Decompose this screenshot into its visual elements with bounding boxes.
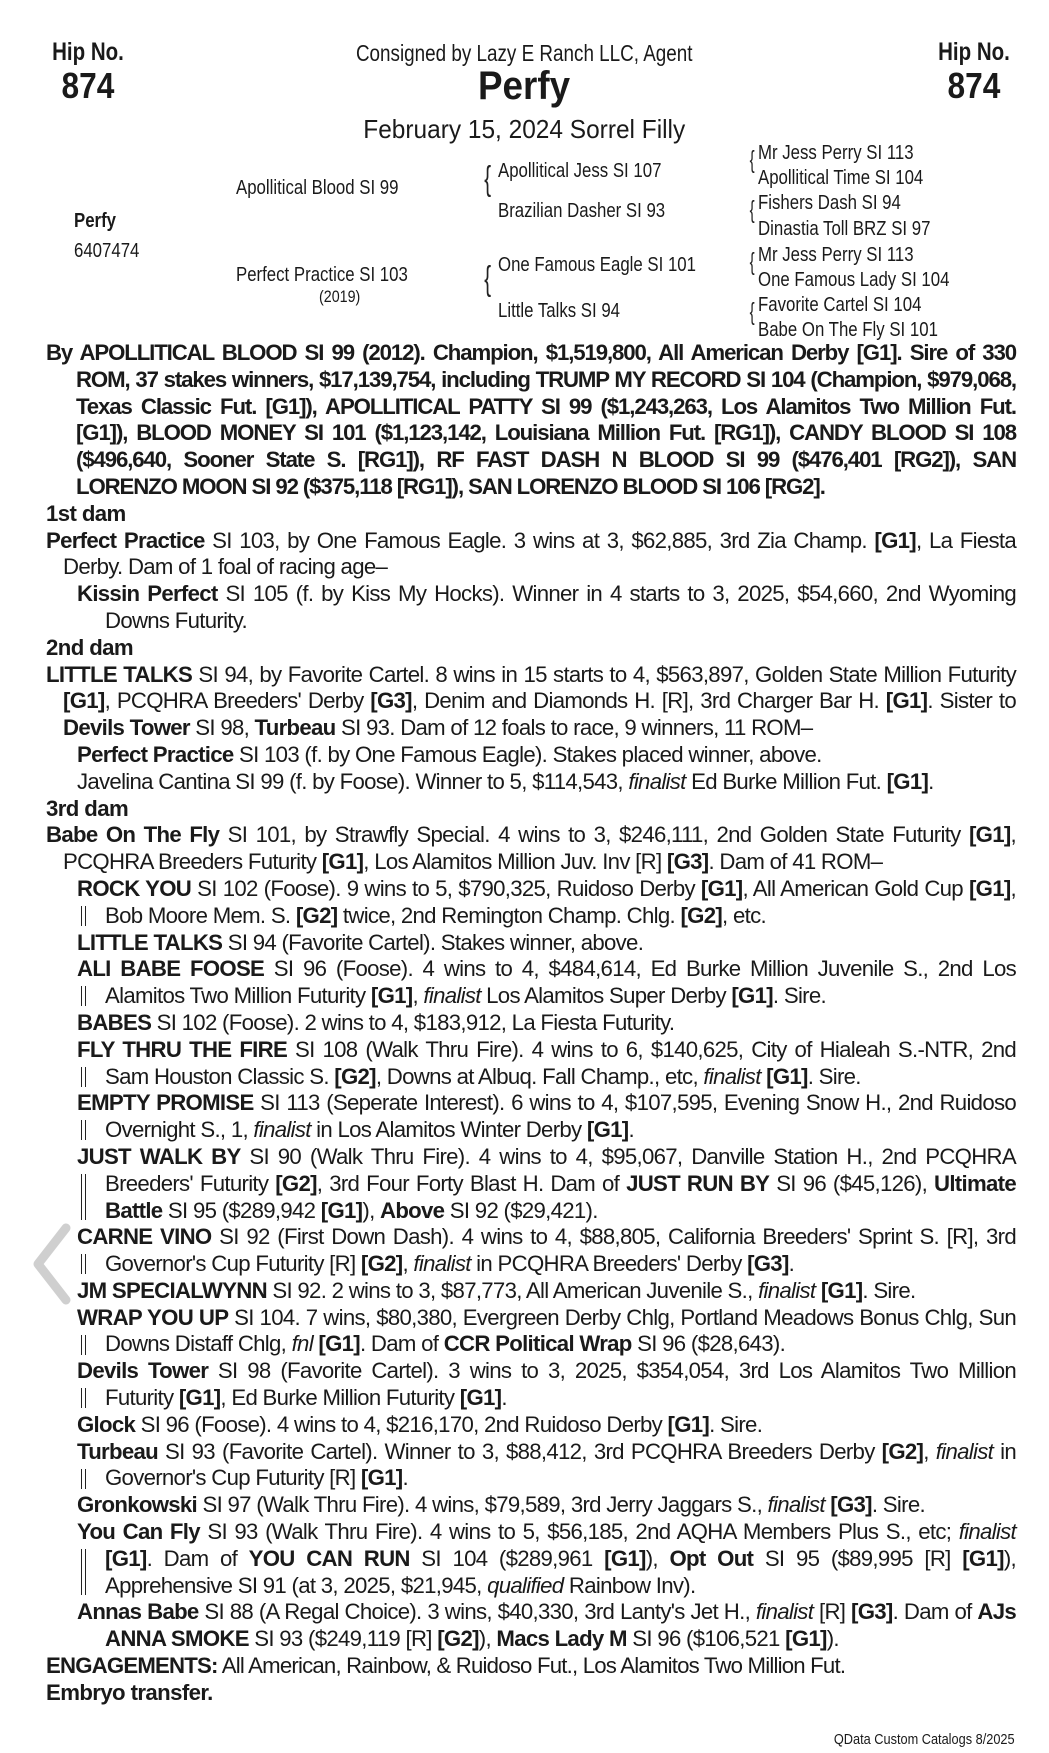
progeny-entry: Turbeau SI 93 (Favorite Cartel). Winner to 3, $88,412, 3rd PCQHRA Breeders Derby [G2], finalist in Governor's Cup Futurity [R] [G1].	[77, 1438, 1016, 1491]
notes: Embryo transfer.	[46, 1679, 213, 1705]
progeny-name: Glock	[77, 1411, 136, 1437]
engagements: ENGAGEMENTS: All American, Rainbow, & Ruidoso Fut., Los Alamitos Two Million Fut.	[46, 1653, 846, 1679]
brace: {	[484, 260, 492, 298]
sire-summary: By APOLLITICAL BLOOD SI 99 (2012). Champion, $1,519,800, All American Derby [G1]. Sire of 330 ROM, 37 stakes winners, $17,139,754, including TRUMP MY RECORD SI 104 (Champion, $979,068, Texas Classic Fut. [G1]), APOLLITICAL PATTY SI 99 ($1,243,263, Los Alamitos Two Million Fut. [G1]), BLOOD MONEY SI 101 ($1,123,142, Louisiana Million Fut. [RG1]), CANDY BLOOD SI 108 ($496,640, Sooner State S. [RG1]), RF FAST DASH N BLOOD SI 99 ($476,401 [RG2]), SAN LORENZO MOON SI 92 ($375,118 [RG1]), SAN LORENZO BLOOD SI 106 [RG2].	[46, 340, 1016, 499]
horse-name	[0, 64, 1049, 109]
progeny-name: FLY THRU THE FIRE	[77, 1036, 288, 1062]
continuation-bars	[81, 1469, 92, 1489]
chevron-left-icon[interactable]	[30, 1222, 74, 1306]
progeny-entry: You Can Fly SI 93 (Walk Thru Fire). 4 wins to 5, $56,185, 2nd AQHA Members Plus S., etc; finalist [G1]. Dam of YOU CAN RUN SI 104 ($289,961 [G1]), Opt Out SI 95 ($89,995 [R] [G1]), Apprehensive SI 91 (at 3, 2025, $21,945, qualified Rainbow Inv).	[77, 1519, 1016, 1598]
pedigree-subject: Perfy	[74, 210, 117, 232]
progeny-entry: Glock SI 96 (Foose). 4 wins to 4, $216,170, 2nd Ruidoso Derby [G1]. Sire.	[77, 1411, 763, 1437]
pedigree-g3: Dinastia Toll BRZ SI 97	[758, 218, 931, 240]
continuation-bars	[81, 986, 92, 1006]
progeny-entry: ALI BABE FOOSE SI 96 (Foose). 4 wins to 4, $484,614, Ed Burke Million Juvenile S., 2nd Los Alamitos Two Million Futurity [G1], finalist Los Alamitos Super Derby [G1]. Sire.	[77, 956, 1016, 1009]
pedigree-sire: Apollitical Blood SI 99	[236, 177, 399, 199]
progeny-name: BABES	[77, 1009, 152, 1035]
brace: {	[749, 196, 755, 224]
progeny-name: Annas Babe	[77, 1599, 199, 1625]
continuation-bars	[81, 1254, 92, 1274]
progeny-name: Gronkowski	[77, 1492, 197, 1518]
hip-label: Hip No.	[938, 38, 1010, 66]
consignor-text: Consigned by Lazy E Ranch LLC, Agent	[356, 40, 693, 66]
pedigree-dam-year: (2019)	[319, 287, 361, 306]
horse-name-text: Perfy	[478, 64, 571, 108]
pedigree-g3: One Famous Lady SI 104	[758, 269, 950, 291]
second-dam-foal: Javelina Cantina SI 99 (f. by Foose). Winner to 5, $114,543, finalist Ed Burke Million Fut. [G1].	[77, 768, 934, 794]
first-dam-name: Perfect Practice	[46, 527, 205, 553]
hip-number: 874	[61, 65, 115, 106]
progeny-entry: Gronkowski SI 97 (Walk Thru Fire). 4 wins, $79,589, 3rd Jerry Jaggars S., finalist [G3]. Sire.	[77, 1492, 925, 1518]
brace: {	[749, 248, 755, 276]
pedigree-sire-dam: Brazilian Dasher SI 93	[498, 200, 666, 222]
progeny-name: Devils Tower	[77, 1358, 209, 1384]
progeny-name: ALI BABE FOOSE	[77, 956, 265, 982]
pedigree-g3: Apollitical Time SI 104	[758, 167, 924, 189]
first-dam-foal: Kissin Perfect SI 105 (f. by Kiss My Hocks). Winner in 4 starts to 3, 2025, $54,660, 2nd Wyoming Downs Futurity.	[77, 581, 1016, 633]
continuation-bars	[81, 1549, 92, 1595]
progeny-name: WRAP YOU UP	[77, 1304, 229, 1330]
continuation-bars	[81, 1388, 92, 1408]
progeny-name: ROCK YOU	[77, 875, 192, 901]
third-dam-progeny-list	[46, 876, 1016, 1653]
registration-number: 6407474	[74, 240, 140, 262]
progeny-entry: Annas Babe SI 88 (A Regal Choice). 3 wins, $40,330, 3rd Lanty's Jet H., finalist [R] [G3]. Dam of AJs ANNA SMOKE SI 93 ($249,119 [R] [G2]), Macs Lady M SI 96 ($106,521 [G1]).	[77, 1599, 1016, 1652]
pedigree-dam-dam: Little Talks SI 94	[498, 300, 621, 322]
second-dam-heading: 2nd dam	[46, 634, 134, 660]
progeny-entry: WRAP YOU UP SI 104. 7 wins, $80,380, Evergreen Derby Chlg, Portland Meadows Bonus Chlg, Sun Downs Distaff Chlg, fnl [G1]. Dam of CCR Political Wrap SI 96 ($28,643).	[77, 1304, 1016, 1357]
hip-number: 874	[947, 65, 1001, 106]
catalog-body	[46, 340, 1016, 1707]
progeny-name: CARNE VINO	[77, 1224, 212, 1250]
progeny-entry: EMPTY PROMISE SI 113 (Seperate Interest). 6 wins to 4, $107,595, Evening Snow H., 2nd Ruidoso Overnight S., 1, finalist in Los Alamitos Winter Derby [G1].	[77, 1090, 1016, 1143]
first-dam-heading: 1st dam	[46, 500, 126, 526]
second-dam-paragraph: LITTLE TALKS SI 94, by Favorite Cartel. 8 wins in 15 starts to 4, $563,897, Golden State Million Futurity [G1], PCQHRA Breeders' Derby [G3], Denim and Diamonds H. [R], 3rd Charger Bar H. [G1]. Sister to Devils Tower SI 98, Turbeau SI 93. Dam of 12 foals to race, 9 winners, 11 ROM–	[46, 661, 1016, 741]
pedigree-dam: Perfect Practice SI 103	[236, 264, 408, 286]
progeny-name: You Can Fly	[77, 1519, 200, 1545]
pedigree-dam-sire: One Famous Eagle SI 101	[498, 254, 696, 276]
pedigree-g3: Fishers Dash SI 94	[758, 192, 901, 214]
second-dam-foal: Perfect Practice SI 103 (f. by One Famous Eagle). Stakes placed winner, above.	[77, 741, 822, 767]
footer-credit: QData Custom Catalogs 8/2025	[834, 1731, 1015, 1748]
brace: {	[749, 146, 755, 174]
progeny-entry: ROCK YOU SI 102 (Foose). 9 wins to 5, $790,325, Ruidoso Derby [G1], All American Gold Cup [G1], Bob Moore Mem. S. [G2] twice, 2nd Remington Champ. Chlg. [G2], etc.	[77, 875, 1016, 928]
consignor-line	[0, 40, 1049, 67]
progeny-entry: LITTLE TALKS SI 94 (Favorite Cartel). Stakes winner, above.	[77, 929, 644, 955]
continuation-bars	[81, 1120, 92, 1140]
pedigree-g3: Mr Jess Perry SI 113	[758, 244, 914, 266]
third-dam-heading: 3rd dam	[46, 795, 129, 821]
foaling-line	[0, 114, 1049, 145]
progeny-entry: BABES SI 102 (Foose). 2 wins to 4, $183,912, La Fiesta Futurity.	[77, 1009, 675, 1035]
progeny-entry: FLY THRU THE FIRE SI 108 (Walk Thru Fire). 4 wins to 6, $140,625, City of Hialeah S.-NTR, 2nd Sam Houston Classic S. [G2], Downs at Albuq. Fall Champ., etc, finalist [G1]. Sire.	[77, 1036, 1016, 1089]
continuation-bars	[81, 906, 92, 926]
pedigree-g3: Babe On The Fly SI 101	[758, 319, 938, 341]
progeny-entry: CARNE VINO SI 92 (First Down Dash). 4 wins to 4, $88,805, California Breeders' Sprint S. [R], 3rd Governor's Cup Futurity [R] [G2], finalist in PCQHRA Breeders' Derby [G3].	[77, 1224, 1016, 1277]
pedigree-sire-sire: Apollitical Jess SI 107	[498, 160, 662, 182]
progeny-name: EMPTY PROMISE	[77, 1090, 254, 1116]
brace: {	[484, 160, 492, 198]
brace: {	[749, 298, 755, 326]
pedigree-g3: Favorite Cartel SI 104	[758, 294, 922, 316]
third-dam-paragraph: Babe On The Fly SI 101, by Strawfly Special. 4 wins to 3, $246,111, 2nd Golden State Futurity [G1], PCQHRA Breeders Futurity [G1], Los Alamitos Million Juv. Inv [R] [G3]. Dam of 41 ROM–	[46, 822, 1016, 875]
continuation-bars	[81, 1067, 92, 1087]
progeny-name: JM SPECIALWYNN	[77, 1277, 267, 1303]
progeny-name: Turbeau	[77, 1438, 158, 1464]
progeny-entry: Devils Tower SI 98 (Favorite Cartel). 3 wins to 3, 2025, $354,054, 3rd Los Alamitos Two Million Futurity [G1], Ed Burke Million Futurity [G1].	[77, 1358, 1017, 1411]
progeny-name: JUST WALK BY	[77, 1143, 241, 1169]
first-dam-paragraph: Perfect Practice SI 103, by One Famous Eagle. 3 wins at 3, $62,885, 3rd Zia Champ. [G1], La Fiesta Derby. Dam of 1 foal of racing age–	[46, 527, 1016, 580]
continuation-bars	[81, 1335, 92, 1355]
progeny-name: LITTLE TALKS	[77, 929, 223, 955]
hip-label: Hip No.	[52, 38, 124, 66]
foaling-text: February 15, 2024 Sorrel Filly	[363, 114, 686, 144]
continuation-bars	[81, 1174, 92, 1220]
pedigree-g3: Mr Jess Perry SI 113	[758, 142, 914, 164]
progeny-entry: JM SPECIALWYNN SI 92. 2 wins to 3, $87,773, All American Juvenile S., finalist [G1]. Sire.	[77, 1277, 916, 1303]
progeny-entry: JUST WALK BY SI 90 (Walk Thru Fire). 4 wins to 4, $95,067, Danville Station H., 2nd PCQHRA Breeders' Futurity [G2], 3rd Four Forty Blast H. Dam of JUST RUN BY SI 96 ($45,126), Ultimate Battle SI 95 ($289,942 [G1]), Above SI 92 ($29,421).	[77, 1143, 1016, 1223]
